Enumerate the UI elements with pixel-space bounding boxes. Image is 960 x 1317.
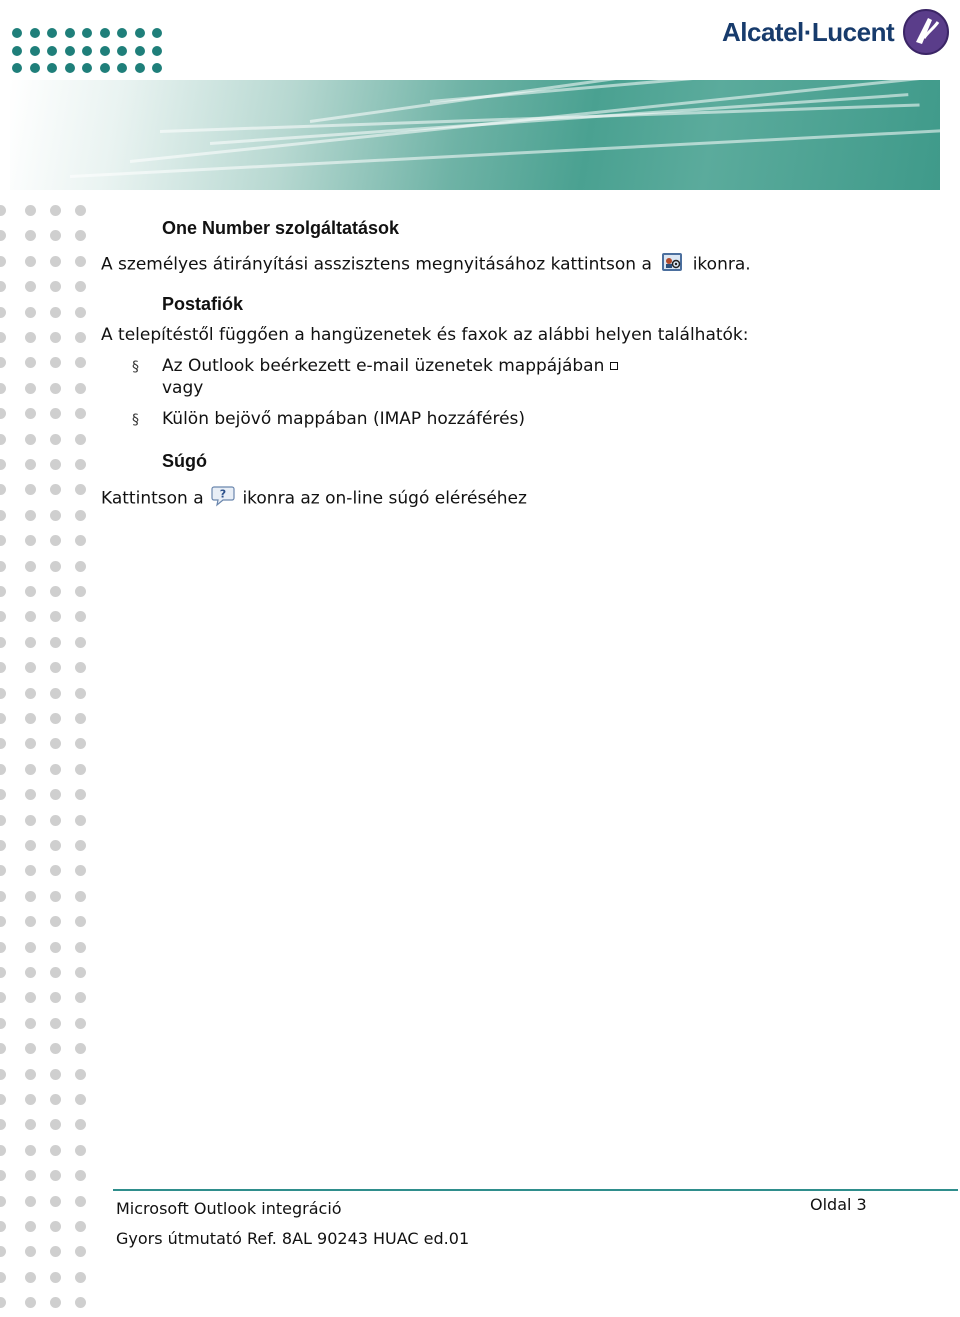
header-dot bbox=[30, 46, 40, 56]
side-dot bbox=[25, 1094, 36, 1105]
side-dot bbox=[0, 1145, 6, 1156]
header-dot bbox=[47, 46, 57, 56]
side-dot bbox=[0, 1196, 6, 1207]
side-dot bbox=[25, 738, 36, 749]
section-title-mailbox: Postafiók bbox=[162, 294, 244, 314]
side-dot bbox=[75, 535, 86, 546]
header-dot bbox=[100, 63, 110, 73]
side-dot bbox=[75, 1297, 86, 1308]
side-dot bbox=[25, 916, 36, 927]
side-dot bbox=[0, 662, 6, 673]
side-dot bbox=[25, 434, 36, 445]
side-dot bbox=[50, 637, 61, 648]
side-dot bbox=[75, 205, 86, 216]
side-dot bbox=[25, 815, 36, 826]
side-dot bbox=[0, 434, 6, 445]
side-dot bbox=[0, 230, 6, 241]
side-dot bbox=[25, 408, 36, 419]
side-dot bbox=[25, 1119, 36, 1130]
side-dot bbox=[0, 535, 6, 546]
header-dot bbox=[65, 63, 75, 73]
help-text-before: Kattintson a bbox=[101, 488, 204, 509]
header-dot bbox=[82, 28, 92, 38]
side-dot bbox=[50, 256, 61, 267]
side-dot bbox=[25, 1196, 36, 1207]
footer-doc-title: Microsoft Outlook integráció bbox=[116, 1199, 342, 1218]
side-dot bbox=[75, 662, 86, 673]
side-dot bbox=[75, 1145, 86, 1156]
header-dot bbox=[30, 63, 40, 73]
assistant-icon bbox=[661, 252, 683, 277]
side-dot bbox=[25, 1272, 36, 1283]
header-dot bbox=[152, 28, 162, 38]
side-dot bbox=[0, 891, 6, 902]
header-dot bbox=[12, 28, 22, 38]
side-dot bbox=[0, 1221, 6, 1232]
mailbox-bullet-2: Külön bejövő mappában (IMAP hozzáférés) bbox=[162, 409, 526, 429]
side-dot bbox=[50, 967, 61, 978]
side-dot bbox=[25, 332, 36, 343]
side-dot bbox=[50, 586, 61, 597]
side-dot bbox=[75, 586, 86, 597]
section-title-help: Súgó bbox=[162, 451, 207, 471]
mailbox-bullet-1 bbox=[162, 356, 618, 376]
side-dot bbox=[0, 561, 6, 572]
side-dot bbox=[50, 281, 61, 292]
side-dot bbox=[75, 510, 86, 521]
side-dot bbox=[75, 1094, 86, 1105]
side-dot bbox=[25, 967, 36, 978]
side-dot bbox=[0, 789, 6, 800]
side-dot bbox=[0, 332, 6, 343]
side-dot bbox=[0, 865, 6, 876]
side-dot bbox=[50, 1069, 61, 1080]
side-dot bbox=[25, 307, 36, 318]
header-dot bbox=[47, 28, 57, 38]
side-dot bbox=[25, 1170, 36, 1181]
header-dot bbox=[82, 63, 92, 73]
side-dot bbox=[50, 434, 61, 445]
side-dot bbox=[0, 408, 6, 419]
side-dot bbox=[0, 1119, 6, 1130]
header-dot bbox=[12, 46, 22, 56]
side-dot bbox=[25, 1069, 36, 1080]
side-dot bbox=[75, 561, 86, 572]
mailbox-bullet-1-text: Az Outlook beérkezett e-mail üzenetek mappájában bbox=[162, 356, 605, 376]
side-dot bbox=[25, 561, 36, 572]
side-dot bbox=[50, 383, 61, 394]
side-dot bbox=[0, 738, 6, 749]
side-dot bbox=[75, 1018, 86, 1029]
side-dot bbox=[50, 764, 61, 775]
side-dot bbox=[25, 891, 36, 902]
side-dot bbox=[0, 611, 6, 622]
page-number: Oldal 3 bbox=[810, 1195, 867, 1214]
side-dot bbox=[25, 459, 36, 470]
side-dot bbox=[0, 840, 6, 851]
side-dot bbox=[25, 789, 36, 800]
side-dot bbox=[75, 738, 86, 749]
side-dot bbox=[50, 992, 61, 1003]
side-dot bbox=[75, 967, 86, 978]
side-dot bbox=[25, 586, 36, 597]
side-dot bbox=[75, 688, 86, 699]
side-dot bbox=[50, 1170, 61, 1181]
side-dot bbox=[0, 942, 6, 953]
side-dot bbox=[75, 332, 86, 343]
side-dot bbox=[50, 357, 61, 368]
header-dot bbox=[152, 46, 162, 56]
side-dot bbox=[0, 307, 6, 318]
logo-text: Alcatel·Lucent bbox=[722, 16, 895, 47]
side-dot bbox=[0, 1246, 6, 1257]
side-dot bbox=[25, 942, 36, 953]
side-dot bbox=[0, 281, 6, 292]
side-dot bbox=[75, 789, 86, 800]
side-dot bbox=[0, 967, 6, 978]
side-dot bbox=[50, 1221, 61, 1232]
side-dot bbox=[50, 942, 61, 953]
side-dot bbox=[75, 713, 86, 724]
side-dot bbox=[50, 1196, 61, 1207]
side-dot bbox=[75, 230, 86, 241]
side-dot bbox=[0, 459, 6, 470]
header-dot bbox=[117, 46, 127, 56]
company-logo bbox=[722, 8, 950, 56]
side-dot bbox=[0, 383, 6, 394]
side-dot bbox=[75, 992, 86, 1003]
side-dot bbox=[25, 688, 36, 699]
side-dot bbox=[50, 459, 61, 470]
side-dot bbox=[50, 1246, 61, 1257]
side-dot bbox=[75, 840, 86, 851]
side-dot bbox=[25, 535, 36, 546]
side-dot bbox=[25, 510, 36, 521]
bullet-symbol: § bbox=[132, 412, 139, 428]
header-dot bbox=[135, 46, 145, 56]
header-dot bbox=[117, 28, 127, 38]
side-dot bbox=[50, 408, 61, 419]
side-dot bbox=[50, 815, 61, 826]
side-dot bbox=[50, 1145, 61, 1156]
side-dot-pattern bbox=[0, 205, 92, 1317]
side-dot bbox=[75, 1043, 86, 1054]
side-dot bbox=[0, 1043, 6, 1054]
side-dot bbox=[25, 1043, 36, 1054]
header-dot bbox=[65, 46, 75, 56]
side-dot bbox=[0, 1272, 6, 1283]
side-dot bbox=[25, 1297, 36, 1308]
help-icon bbox=[211, 485, 235, 512]
side-dot bbox=[0, 1018, 6, 1029]
bullet-symbol: § bbox=[132, 359, 139, 375]
side-dot bbox=[75, 1170, 86, 1181]
section-title-one-number: One Number szolgáltatások bbox=[162, 218, 400, 238]
side-dot bbox=[50, 1043, 61, 1054]
one-number-text bbox=[101, 252, 751, 277]
side-dot bbox=[50, 205, 61, 216]
side-dot bbox=[75, 942, 86, 953]
side-dot bbox=[75, 1069, 86, 1080]
side-dot bbox=[25, 611, 36, 622]
side-dot bbox=[25, 713, 36, 724]
header-dot bbox=[100, 46, 110, 56]
side-dot bbox=[25, 281, 36, 292]
square-marker-icon bbox=[610, 362, 618, 370]
side-dot bbox=[25, 357, 36, 368]
side-dot bbox=[25, 1221, 36, 1232]
side-dot bbox=[75, 434, 86, 445]
side-dot bbox=[25, 256, 36, 267]
side-dot bbox=[0, 510, 6, 521]
side-dot bbox=[0, 1297, 6, 1308]
side-dot bbox=[0, 992, 6, 1003]
side-dot bbox=[0, 713, 6, 724]
side-dot bbox=[50, 840, 61, 851]
side-dot bbox=[50, 865, 61, 876]
side-dot bbox=[50, 307, 61, 318]
side-dot bbox=[50, 1272, 61, 1283]
side-dot bbox=[0, 1170, 6, 1181]
side-dot bbox=[50, 891, 61, 902]
side-dot bbox=[50, 484, 61, 495]
side-dot bbox=[0, 205, 6, 216]
side-dot bbox=[0, 586, 6, 597]
side-dot bbox=[0, 916, 6, 927]
side-dot bbox=[25, 230, 36, 241]
side-dot bbox=[25, 865, 36, 876]
footer-divider bbox=[113, 1189, 958, 1191]
side-dot bbox=[75, 891, 86, 902]
side-dot bbox=[75, 281, 86, 292]
help-text bbox=[101, 485, 527, 512]
side-dot bbox=[50, 1094, 61, 1105]
side-dot bbox=[75, 256, 86, 267]
header-dot bbox=[135, 63, 145, 73]
side-dot bbox=[25, 662, 36, 673]
side-dot bbox=[25, 992, 36, 1003]
side-dot bbox=[25, 1246, 36, 1257]
side-dot bbox=[75, 1272, 86, 1283]
side-dot bbox=[75, 611, 86, 622]
side-dot bbox=[75, 865, 86, 876]
header-dot bbox=[152, 63, 162, 73]
side-dot bbox=[0, 688, 6, 699]
side-dot bbox=[25, 840, 36, 851]
header-banner bbox=[10, 80, 940, 190]
side-dot bbox=[50, 662, 61, 673]
side-dot bbox=[25, 637, 36, 648]
side-dot bbox=[50, 230, 61, 241]
side-dot bbox=[75, 357, 86, 368]
side-dot bbox=[0, 637, 6, 648]
side-dot bbox=[75, 408, 86, 419]
side-dot bbox=[50, 916, 61, 927]
footer-reference: Gyors útmutató Ref. 8AL 90243 HUAC ed.01 bbox=[116, 1229, 470, 1248]
side-dot bbox=[75, 1221, 86, 1232]
side-dot bbox=[50, 1119, 61, 1130]
header-dot bbox=[117, 63, 127, 73]
side-dot bbox=[75, 1119, 86, 1130]
side-dot bbox=[75, 637, 86, 648]
side-dot bbox=[75, 307, 86, 318]
side-dot bbox=[75, 383, 86, 394]
side-dot bbox=[0, 1069, 6, 1080]
header-dot bbox=[12, 63, 22, 73]
side-dot bbox=[25, 383, 36, 394]
side-dot bbox=[25, 1145, 36, 1156]
mailbox-intro: A telepítéstől függően a hangüzenetek és faxok az alábbi helyen találhatók: bbox=[101, 325, 749, 345]
side-dot bbox=[25, 484, 36, 495]
header-dot bbox=[100, 28, 110, 38]
header-dot bbox=[82, 46, 92, 56]
side-dot bbox=[0, 357, 6, 368]
mailbox-bullet-or: vagy bbox=[162, 378, 204, 398]
banner-streak bbox=[160, 103, 920, 133]
side-dot bbox=[50, 611, 61, 622]
side-dot bbox=[0, 764, 6, 775]
help-text-after: ikonra az on-line súgó eléréséhez bbox=[242, 488, 527, 509]
side-dot bbox=[50, 713, 61, 724]
side-dot bbox=[50, 738, 61, 749]
side-dot bbox=[50, 510, 61, 521]
side-dot bbox=[75, 484, 86, 495]
side-dot bbox=[50, 1018, 61, 1029]
header-dot bbox=[135, 28, 145, 38]
one-number-text-after: ikonra. bbox=[692, 254, 751, 275]
side-dot bbox=[50, 332, 61, 343]
header-dot bbox=[30, 28, 40, 38]
side-dot bbox=[25, 205, 36, 216]
side-dot bbox=[0, 815, 6, 826]
side-dot bbox=[50, 561, 61, 572]
side-dot bbox=[50, 535, 61, 546]
side-dot bbox=[0, 256, 6, 267]
header-dot bbox=[47, 63, 57, 73]
side-dot bbox=[75, 916, 86, 927]
side-dot bbox=[50, 789, 61, 800]
alcatel-lucent-logo-icon bbox=[902, 8, 950, 56]
side-dot bbox=[75, 815, 86, 826]
side-dot bbox=[75, 764, 86, 775]
side-dot bbox=[75, 459, 86, 470]
side-dot bbox=[0, 484, 6, 495]
side-dot bbox=[25, 1018, 36, 1029]
side-dot bbox=[25, 764, 36, 775]
side-dot bbox=[75, 1246, 86, 1257]
side-dot bbox=[0, 1094, 6, 1105]
one-number-text-before: A személyes átirányítási asszisztens megnyitásához kattintson a bbox=[101, 254, 652, 275]
svg-text:?: ? bbox=[219, 487, 227, 501]
side-dot bbox=[75, 1196, 86, 1207]
side-dot bbox=[50, 688, 61, 699]
side-dot bbox=[50, 1297, 61, 1308]
header-dot bbox=[65, 28, 75, 38]
